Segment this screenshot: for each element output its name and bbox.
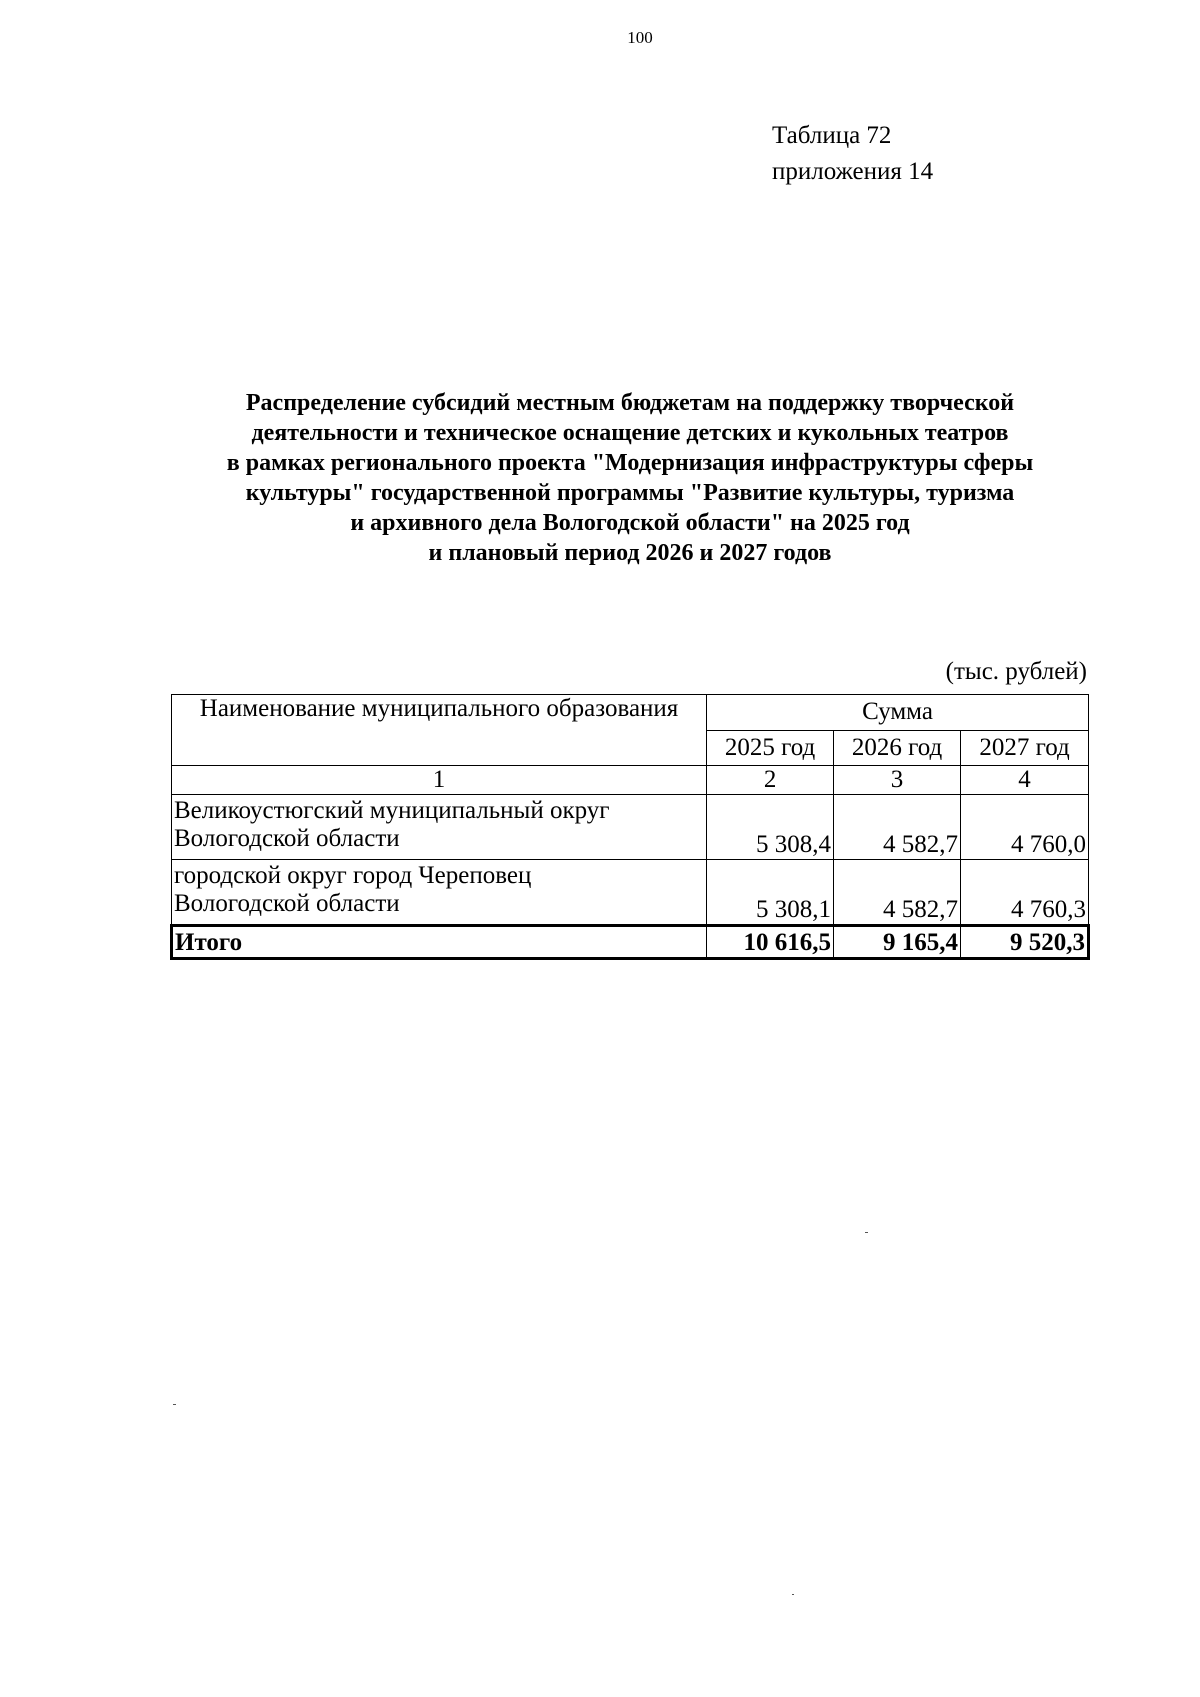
title-line: деятельности и техническое оснащение детских и кукольных театров — [251, 420, 1009, 446]
total-2026: 9 165,4 — [834, 926, 961, 959]
column-number: 3 — [834, 766, 961, 795]
table-reference-line-1: Таблица 72 — [772, 122, 892, 149]
scan-speck — [173, 1404, 176, 1405]
scan-speck — [865, 1232, 868, 1233]
municipality-name-line: Вологодской области — [174, 890, 400, 917]
municipality-cell — [172, 795, 707, 860]
subsidy-table — [170, 694, 1090, 960]
municipality-name-line: городской округ город Череповец — [174, 862, 532, 889]
column-number: 1 — [172, 766, 707, 795]
title-line: и архивного дела Вологодской области" на 2025 год — [350, 510, 910, 536]
header-municipality: Наименование муниципального образования — [172, 695, 707, 766]
column-number: 2 — [707, 766, 834, 795]
total-2027: 9 520,3 — [961, 926, 1089, 959]
municipality-cell — [172, 860, 707, 926]
table-row — [172, 860, 1089, 926]
page-number: 100 — [627, 28, 653, 47]
column-number: 4 — [961, 766, 1089, 795]
municipality-name-line: Великоустюгский муниципальный округ — [174, 797, 610, 824]
table-reference — [772, 118, 933, 190]
table-header-row — [172, 695, 1089, 731]
total-label: Итого — [172, 926, 707, 959]
title-line: в рамках регионального проекта "Модернизация инфраструктуры сферы — [226, 450, 1034, 476]
column-number-row — [172, 766, 1089, 795]
total-row — [172, 926, 1089, 959]
value-2025: 5 308,1 — [707, 860, 834, 926]
title-line: Распределение субсидий местным бюджетам на поддержку творческой — [245, 390, 1015, 416]
title-line: и плановый период 2026 и 2027 годов — [428, 540, 832, 566]
table-reference-line-2: приложения 14 — [772, 158, 934, 185]
header-sum: Сумма — [707, 695, 1089, 731]
municipality-name-line: Вологодской области — [174, 825, 400, 852]
value-2026: 4 582,7 — [834, 795, 961, 860]
header-year-2027: 2027 год — [961, 730, 1089, 766]
document-title — [150, 388, 1110, 568]
table-row — [172, 795, 1089, 860]
title-line: культуры" государственной программы "Развитие культуры, туризма — [245, 480, 1015, 506]
header-year-2025: 2025 год — [707, 730, 834, 766]
value-2025: 5 308,4 — [707, 795, 834, 860]
value-2027: 4 760,3 — [961, 860, 1089, 926]
scan-speck — [792, 1594, 794, 1595]
value-2027: 4 760,0 — [961, 795, 1089, 860]
value-2026: 4 582,7 — [834, 860, 961, 926]
units-label: (тыс. рублей) — [945, 658, 1087, 685]
total-2025: 10 616,5 — [707, 926, 834, 959]
header-year-2026: 2026 год — [834, 730, 961, 766]
